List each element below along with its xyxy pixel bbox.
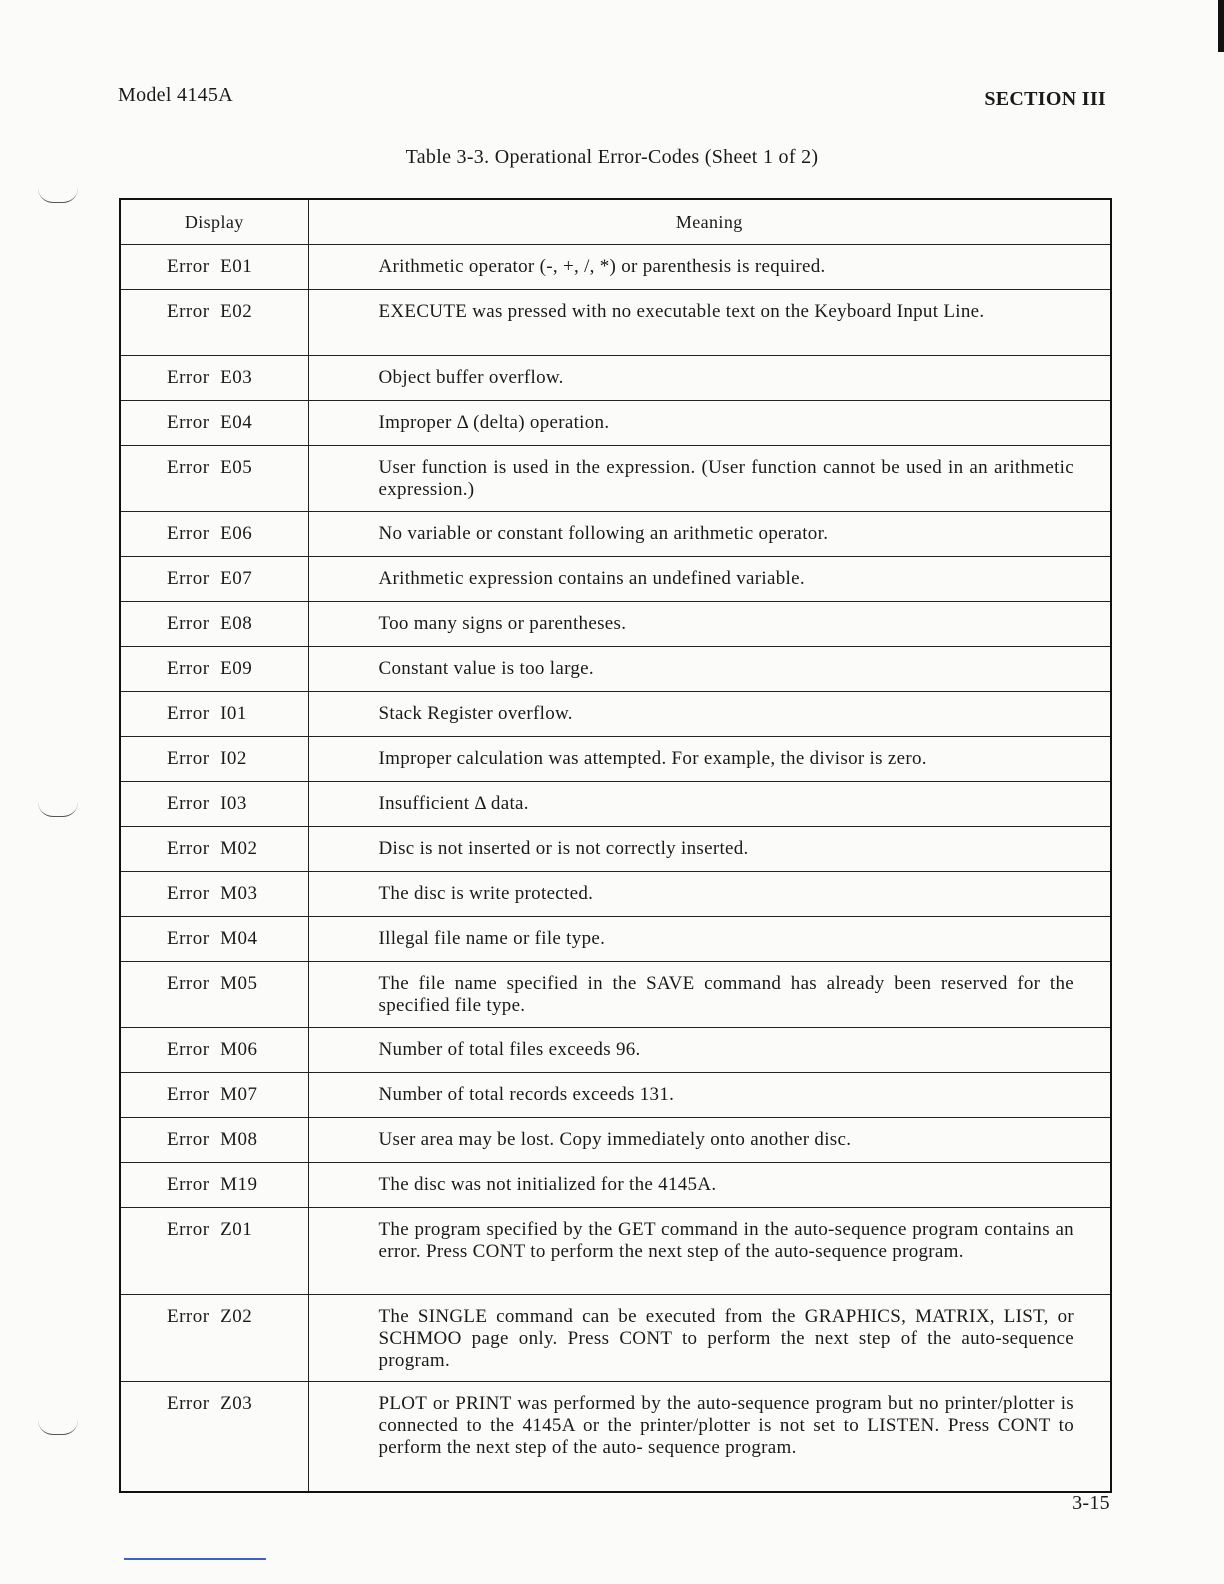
table-caption: Table 3-3. Operational Error-Codes (Sheet 1 of 2) xyxy=(405,146,819,168)
binder-hole-mark xyxy=(38,802,78,817)
table-row xyxy=(120,1295,1111,1382)
error-code: Error M02 xyxy=(120,827,308,872)
error-code: Error M03 xyxy=(120,872,308,917)
error-meaning: User area may be lost. Copy immediately onto another disc. xyxy=(308,1118,1111,1163)
error-code-table-container xyxy=(119,198,1112,1493)
table-row xyxy=(120,782,1111,827)
table-row xyxy=(120,1163,1111,1208)
error-code: Error Z01 xyxy=(120,1208,308,1295)
error-code: Error E09 xyxy=(120,647,308,692)
table-row xyxy=(120,872,1111,917)
table-row xyxy=(120,290,1111,356)
error-meaning: Improper Δ (delta) operation. xyxy=(308,401,1111,446)
error-code: Error E04 xyxy=(120,401,308,446)
error-code: Error E06 xyxy=(120,512,308,557)
error-meaning: Arithmetic operator (-, +, /, *) or parenthesis is required. xyxy=(308,245,1111,290)
table-row xyxy=(120,446,1111,512)
error-meaning: Number of total records exceeds 131. xyxy=(308,1073,1111,1118)
error-meaning: Too many signs or parentheses. xyxy=(308,602,1111,647)
error-code: Error E01 xyxy=(120,245,308,290)
table-row xyxy=(120,1208,1111,1295)
column-header-display: Display xyxy=(120,199,308,245)
error-code: Error I02 xyxy=(120,737,308,782)
table-row xyxy=(120,512,1111,557)
binder-hole-mark xyxy=(38,1420,78,1435)
table-row xyxy=(120,827,1111,872)
error-meaning: Disc is not inserted or is not correctly inserted. xyxy=(308,827,1111,872)
table-row xyxy=(120,557,1111,602)
error-meaning: Constant value is too large. xyxy=(308,647,1111,692)
table-row xyxy=(120,647,1111,692)
section-label: SECTION III xyxy=(984,88,1106,110)
error-code: Error E05 xyxy=(120,446,308,512)
error-code: Error M05 xyxy=(120,962,308,1028)
error-meaning: PLOT or PRINT was performed by the auto-sequence program but no printer/plotter is connected to the 4145A or the printer/plotter is not set to LISTEN. Press CONT to perform the next step of the auto- sequence program. xyxy=(308,1382,1111,1493)
table-row xyxy=(120,1073,1111,1118)
error-code: Error M08 xyxy=(120,1118,308,1163)
error-code: Error E03 xyxy=(120,356,308,401)
table-row xyxy=(120,602,1111,647)
error-code: Error M04 xyxy=(120,917,308,962)
table-row xyxy=(120,245,1111,290)
error-meaning: Arithmetic expression contains an undefined variable. xyxy=(308,557,1111,602)
error-code: Error M19 xyxy=(120,1163,308,1208)
error-meaning: Insufficient Δ data. xyxy=(308,782,1111,827)
error-code: Error E08 xyxy=(120,602,308,647)
error-meaning: Improper calculation was attempted. For example, the divisor is zero. xyxy=(308,737,1111,782)
binder-hole-mark xyxy=(38,188,78,203)
error-meaning: The file name specified in the SAVE command has already been reserved for the specified file type. xyxy=(308,962,1111,1028)
table-row xyxy=(120,356,1111,401)
error-code: Error I01 xyxy=(120,692,308,737)
table-row xyxy=(120,737,1111,782)
error-code: Error E07 xyxy=(120,557,308,602)
error-meaning: EXECUTE was pressed with no executable text on the Keyboard Input Line. xyxy=(308,290,1111,356)
error-meaning: Number of total files exceeds 96. xyxy=(308,1028,1111,1073)
table-row xyxy=(120,1118,1111,1163)
table-row xyxy=(120,1028,1111,1073)
page-number: 3-15 xyxy=(1072,1492,1110,1514)
error-code: Error Z03 xyxy=(120,1382,308,1493)
error-meaning: No variable or constant following an arithmetic operator. xyxy=(308,512,1111,557)
error-meaning: The disc was not initialized for the 4145A. xyxy=(308,1163,1111,1208)
error-meaning: The disc is write protected. xyxy=(308,872,1111,917)
scan-edge-mark xyxy=(1218,0,1224,52)
table-header-row xyxy=(120,199,1111,245)
column-header-meaning: Meaning xyxy=(308,199,1111,245)
error-meaning: Illegal file name or file type. xyxy=(308,917,1111,962)
error-meaning: The program specified by the GET command in the auto-sequence program contains an error. Press CONT to perform the next step of the auto-sequence program. xyxy=(308,1208,1111,1295)
table-row xyxy=(120,917,1111,962)
table-row xyxy=(120,962,1111,1028)
table-row xyxy=(120,692,1111,737)
model-label: Model 4145A xyxy=(118,84,233,106)
bottom-rule xyxy=(124,1558,266,1560)
error-code-table xyxy=(119,198,1112,1493)
error-meaning: Stack Register overflow. xyxy=(308,692,1111,737)
error-code: Error M06 xyxy=(120,1028,308,1073)
error-meaning: User function is used in the expression. (User function cannot be used in an arithmetic expression.) xyxy=(308,446,1111,512)
error-meaning: Object buffer overflow. xyxy=(308,356,1111,401)
error-code: Error I03 xyxy=(120,782,308,827)
error-code: Error E02 xyxy=(120,290,308,356)
error-meaning: The SINGLE command can be executed from the GRAPHICS, MATRIX, LIST, or SCHMOO page only. Press CONT to perform the next step of the auto-sequence program. xyxy=(308,1295,1111,1382)
error-code: Error Z02 xyxy=(120,1295,308,1382)
error-code: Error M07 xyxy=(120,1073,308,1118)
table-row xyxy=(120,1382,1111,1493)
table-row xyxy=(120,401,1111,446)
